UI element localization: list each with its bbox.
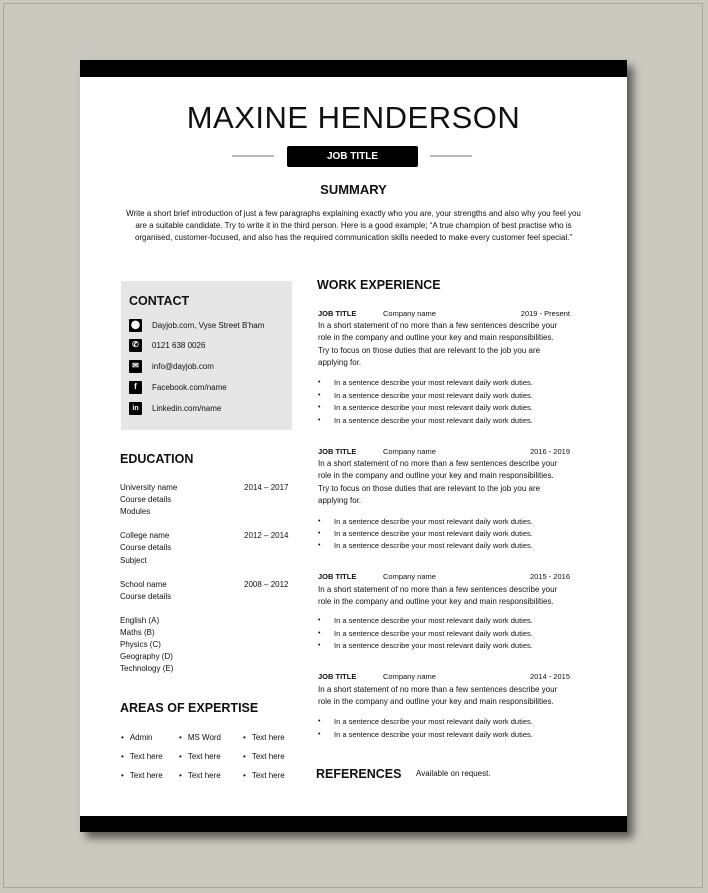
job-2-description — [318, 458, 578, 507]
expertise-heading: AREAS OF EXPERTISE — [120, 701, 259, 715]
subject-item: Maths (B) — [120, 628, 155, 637]
title-rule-right — [430, 155, 472, 157]
job-desc-line: Try to focus on those duties that are relevant to the job you are — [318, 483, 541, 493]
edu-entry-3-name: School name — [120, 580, 167, 589]
bullet-text: In a sentence describe your most relevant daily work duties. — [334, 390, 533, 400]
job-3-bullet: • In a sentence describe your most relevant daily work duties. — [318, 615, 533, 625]
skill-label: Text here — [251, 771, 285, 780]
bullet-text: In a sentence describe your most relevant daily work duties. — [334, 377, 533, 387]
subject-item: Technology (E) — [120, 664, 174, 673]
skill-label: MS Word — [187, 733, 222, 742]
subject-item: English (A) — [120, 616, 160, 625]
bullet-text: In a sentence describe your most relevant daily work duties. — [334, 415, 533, 425]
skill-label: Text here — [187, 771, 221, 780]
edu-entry-2-line: Subject — [120, 556, 147, 565]
edu-entry-2-line: Course details — [120, 543, 172, 552]
job-3-bullet: • In a sentence describe your most relevant daily work duties. — [318, 628, 533, 638]
contact-address — [129, 318, 264, 332]
job-desc-line: applying for. — [318, 357, 362, 367]
edu-entry-2-name: College name — [120, 531, 170, 540]
company-name: Company name — [383, 572, 436, 581]
bullet-text: In a sentence describe your most relevant daily work duties. — [334, 716, 533, 726]
contact-email — [129, 359, 214, 373]
bullet-text: In a sentence describe your most relevant daily work duties. — [334, 540, 533, 550]
work-heading: WORK EXPERIENCE — [317, 278, 441, 292]
skill-item: • Text here — [179, 752, 221, 761]
skill-item: • Text here — [121, 771, 163, 780]
job-desc-line: role in the company and outline your key and main responsibilities. — [318, 333, 554, 343]
facebook-icon: f — [129, 381, 142, 394]
job-1-bullet: • In a sentence describe your most relevant daily work duties. — [318, 390, 533, 400]
bullet-text: In a sentence describe your most relevant daily work duties. — [334, 528, 533, 538]
job-3-bullet: • In a sentence describe your most relevant daily work duties. — [318, 640, 533, 650]
location-pin-icon: ⬤ — [129, 319, 142, 332]
skill-item: • Text here — [121, 752, 163, 761]
job-1-description — [318, 320, 578, 369]
contact-heading: CONTACT — [129, 294, 190, 308]
skill-label: Text here — [187, 752, 221, 761]
contact-address-text: Dayjob.com, Vyse Street B'ham — [152, 320, 265, 330]
job-1-bullet: • In a sentence describe your most relevant daily work duties. — [318, 377, 533, 387]
edu-entry-1-line: Modules — [120, 507, 151, 516]
skill-item: • Text here — [179, 771, 221, 780]
job-4-description — [318, 684, 578, 709]
company-name: Company name — [383, 447, 436, 456]
candidate-name: MAXINE HENDERSON — [186, 100, 521, 135]
bullet-text: In a sentence describe your most relevant daily work duties. — [334, 640, 533, 650]
summary-heading: SUMMARY — [320, 182, 387, 197]
job-desc-line: In a short statement of no more than a few sentences describe your — [318, 585, 558, 594]
job-title: JOB TITLE — [318, 672, 357, 681]
job-3-header — [318, 572, 570, 582]
skill-item: • Text here — [243, 752, 285, 761]
edu-entry-2-dates: 2012 – 2014 — [244, 531, 289, 540]
job-dates: 2016 - 2019 — [529, 447, 570, 456]
skill-label: Text here — [251, 752, 285, 761]
job-1-bullet: • In a sentence describe your most relevant daily work duties. — [318, 415, 533, 425]
job-2-bullet: • In a sentence describe your most relevant daily work duties. — [318, 516, 533, 526]
job-title: JOB TITLE — [318, 572, 357, 581]
job-desc-line: In a short statement of no more than a few sentences describe your — [318, 685, 558, 694]
subject-item: Geography (D) — [120, 652, 173, 661]
company-name: Company name — [383, 309, 436, 318]
contact-facebook-text: Facebook.com/name — [152, 382, 227, 392]
job-desc-line: role in the company and outline your key and main responsibilities. — [318, 697, 554, 707]
resume-page — [80, 60, 627, 832]
job-desc-line: In a short statement of no more than a few sentences describe your — [318, 321, 558, 330]
contact-linkedin — [129, 401, 221, 415]
edu-entry-1-line: Course details — [120, 495, 172, 504]
job-2-bullet: • In a sentence describe your most relevant daily work duties. — [318, 528, 533, 538]
bottom-black-bar — [80, 816, 627, 832]
job-dates: 2015 - 2016 — [529, 572, 570, 581]
references-text: Available on request. — [416, 769, 491, 778]
job-2-bullet: • In a sentence describe your most relevant daily work duties. — [318, 540, 533, 550]
skill-label: Text here — [251, 733, 285, 742]
contact-linkedin-text: Linkedin.com/name — [152, 403, 222, 413]
edu-entry-1-name: University name — [120, 483, 178, 492]
job-title-badge: JOB TITLE — [287, 146, 418, 167]
subject-item: Physics (C) — [120, 640, 161, 649]
job-4-bullet: • In a sentence describe your most relevant daily work duties. — [318, 716, 533, 726]
contact-phone — [129, 338, 205, 352]
job-desc-line: Try to focus on those duties that are relevant to the job you are — [318, 345, 541, 355]
job-1-bullet: • In a sentence describe your most relevant daily work duties. — [318, 402, 533, 412]
contact-email-text: info@dayjob.com — [152, 361, 214, 371]
skill-item: • Text here — [243, 771, 285, 780]
skill-item: • Admin — [121, 733, 153, 742]
job-title: JOB TITLE — [318, 309, 357, 318]
job-dates: 2014 - 2015 — [529, 672, 570, 681]
job-4-header — [318, 672, 570, 682]
bullet-text: In a sentence describe your most relevant daily work duties. — [334, 628, 533, 638]
bullet-text: In a sentence describe your most relevant daily work duties. — [334, 402, 533, 412]
contact-phone-text: 0121 638 0026 — [152, 340, 206, 350]
top-black-bar — [80, 60, 627, 77]
phone-icon: ✆ — [129, 339, 142, 352]
skill-label: Text here — [129, 771, 163, 780]
job-title: JOB TITLE — [318, 447, 357, 456]
job-4-bullet: • In a sentence describe your most relevant daily work duties. — [318, 729, 533, 739]
skill-item: • MS Word — [179, 733, 222, 742]
summary-text: Write a short brief introduction of just a few paragraphs explaining exactly who you are, your strengths and also why you feel you are a suitable candidate. Try to write it in the third person. Here is a good example; “A true champion of best practise who is organised, customer-focused, and also has the required communication skills needed to make every customer feel special.” — [126, 209, 581, 242]
edu-entry-3-dates: 2008 – 2012 — [244, 580, 289, 589]
references-heading: REFERENCES — [316, 767, 402, 781]
edu-entry-3-line: Course details — [120, 592, 172, 601]
job-dates: 2019 - Present — [520, 309, 570, 318]
job-desc-line: role in the company and outline your key and main responsibilities. — [318, 471, 554, 481]
contact-panel — [121, 281, 292, 430]
title-rule-left — [232, 155, 274, 157]
email-icon: ✉ — [129, 360, 142, 373]
job-desc-line: applying for. — [318, 495, 362, 505]
skill-label: Text here — [129, 752, 163, 761]
job-desc-line: In a short statement of no more than a few sentences describe your — [318, 459, 558, 468]
contact-facebook — [129, 380, 227, 394]
job-1-header — [318, 309, 570, 319]
company-name: Company name — [383, 672, 436, 681]
bullet-text: In a sentence describe your most relevant daily work duties. — [334, 729, 533, 739]
skill-item: • Text here — [243, 733, 285, 742]
job-2-header — [318, 447, 570, 457]
bullet-text: In a sentence describe your most relevant daily work duties. — [334, 516, 533, 526]
skill-label: Admin — [129, 733, 153, 742]
job-3-description — [318, 584, 578, 609]
linkedin-icon: in — [129, 402, 142, 415]
job-desc-line: role in the company and outline your key and main responsibilities. — [318, 597, 554, 607]
edu-entry-1-dates: 2014 – 2017 — [244, 483, 289, 492]
bullet-text: In a sentence describe your most relevant daily work duties. — [334, 615, 533, 625]
education-heading: EDUCATION — [120, 452, 194, 466]
